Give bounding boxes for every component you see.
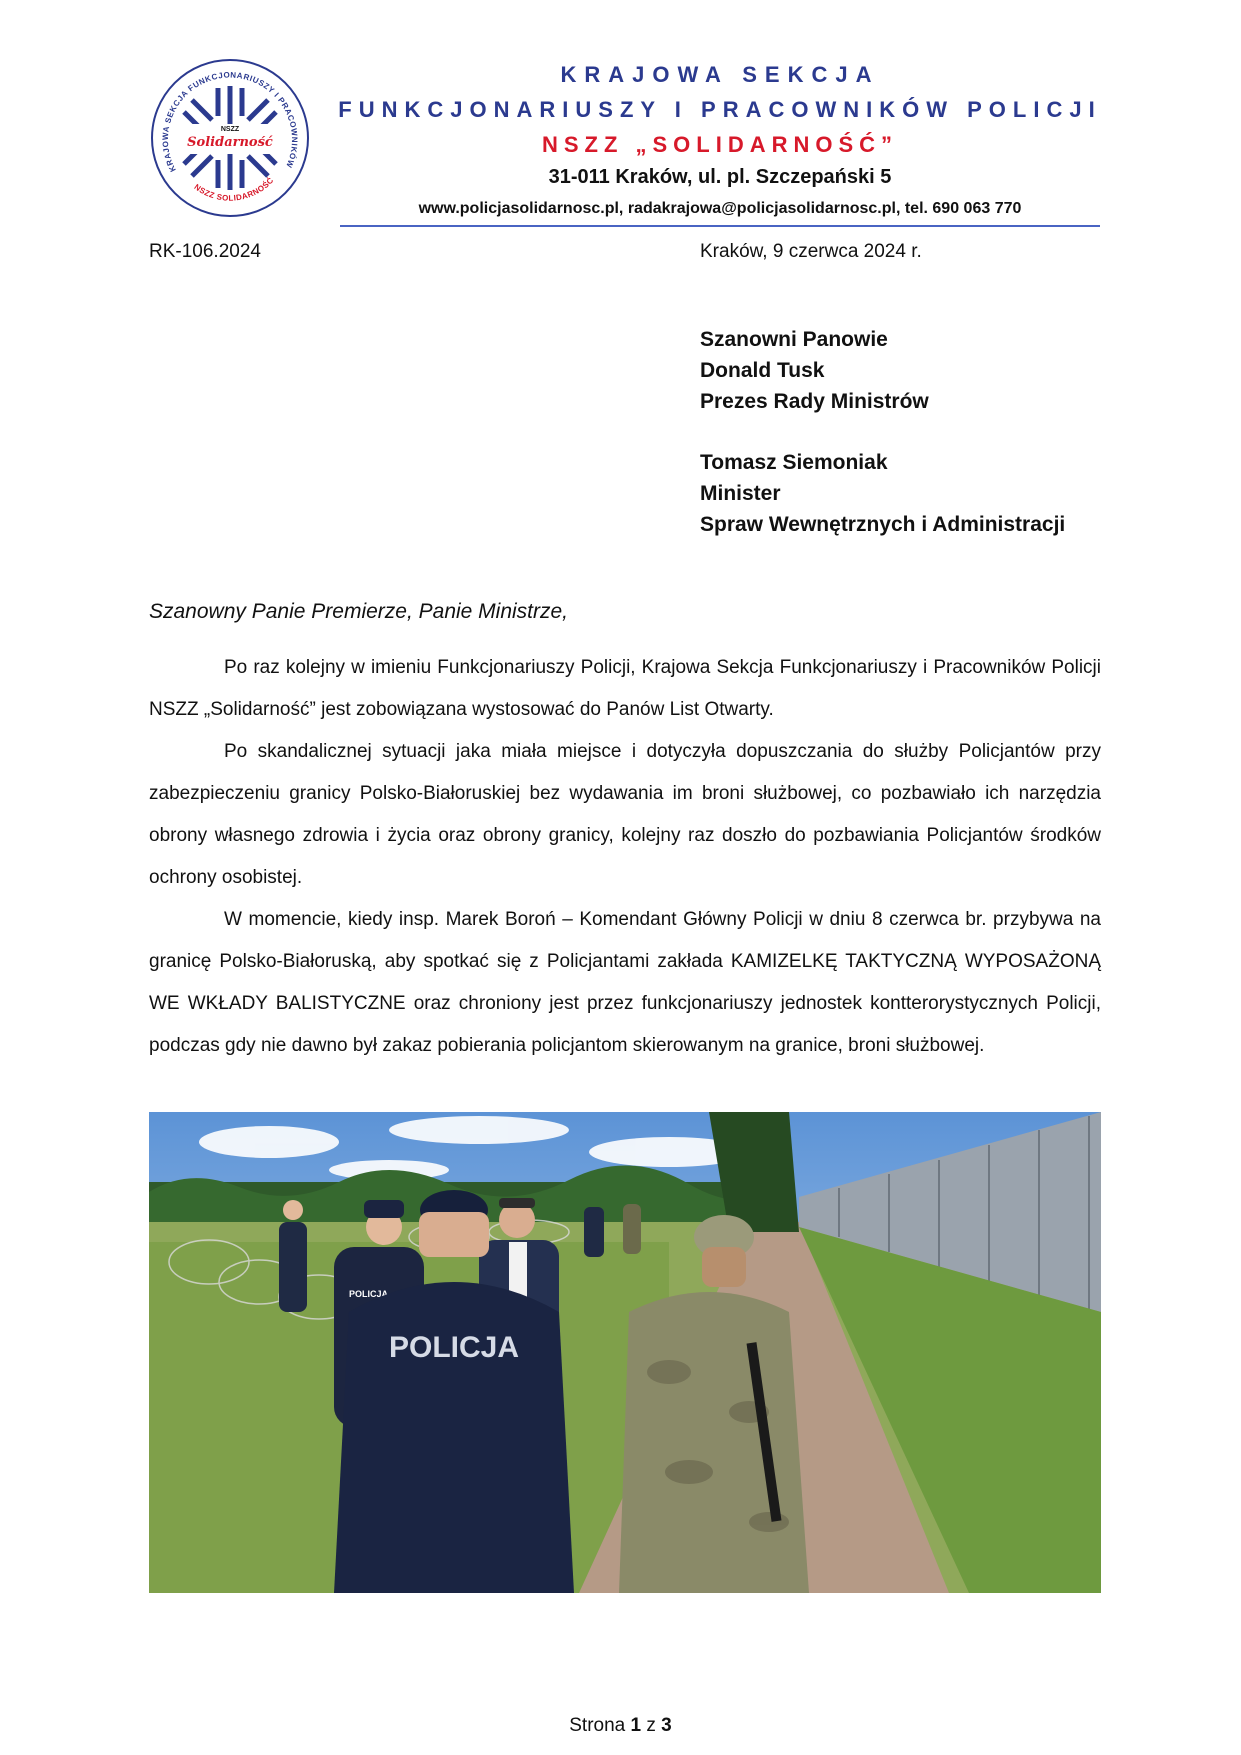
paragraph-1: Po raz kolejny w imieniu Funkcjonariuszy Policji, Krajowa Sekcja Funkcjonariuszy i Pracowników Policji NSZZ „Solidarność” jest zobowiązana wystosować do Panów List Otwarty. [149, 657, 1101, 720]
jacket-text: POLICJA [388, 1331, 520, 1364]
addressee-line: Minister [700, 482, 781, 505]
addressee-line: Donald Tusk [700, 359, 825, 382]
current-page: 1 [630, 1715, 642, 1736]
paragraph-3: W momencie, kiedy insp. Marek Boroń – Komendant Główny Policji w dniu 8 czerwca br. przybywa na granicę Polsko-Białoruską, aby spotkać się z Policjantami zakłada KAMIZELKĘ TAKTYCZNĄ WYPOSAŻONĄ WE WKŁADY BALISTYCZNE oraz chroniony jest przez funkcjonariuszy jednostek kontterorystycznych Policji, podczas gdy nie dawno był zakaz pobierania policjantom skierowanym na granice, broni służbowej. [149, 909, 1101, 1056]
place-date: Kraków, 9 czerwca 2024 r. [700, 241, 922, 262]
org-name-line3: NSZZ „SOLIDARNOŚĆ” [541, 132, 899, 157]
paragraph-2: Po skandalicznej sytuacji jaka miała miejsce i dotyczyła dopuszczania do służby Policjantów przy zabezpieczeniu granicy Polsko-Białoruskiej bez wydawania im broni służbowej, co pozbawiało ich narzędzia obrony własnego zdrowia i życia oraz obrony granicy, kolejny raz doszło do pozbawiania Policjantów środków ochrony osobistej. [149, 741, 1101, 888]
addressee-line: Prezes Rady Ministrów [700, 390, 929, 413]
addressee-line: Spraw Wewnętrznych i Administracji [700, 513, 1066, 536]
header-divider [340, 225, 1100, 227]
officer-badge-text: POLICJA [349, 1289, 389, 1299]
salutation: Szanowny Panie Premierze, Panie Ministrze, [149, 600, 569, 623]
org-name-line1: KRAJOWA SEKCJA [560, 62, 880, 87]
addressee-block-1 [700, 324, 929, 417]
logo-center-text: Solidarność [187, 135, 273, 150]
addressee-line: Szanowni Panowie [700, 328, 888, 351]
org-address: 31-011 Kraków, ul. pl. Szczepański 5 [548, 166, 892, 188]
logo-ring-text: KRAJOWA SEKCJA FUNKCJONARIUSZY I PRACOWNIKÓW [160, 70, 300, 174]
logo-bottom-text: NSZZ SOLIDARNOŚĆ [192, 175, 276, 203]
logo-small-text: NSZZ [220, 126, 240, 133]
page-label: Strona [569, 1715, 626, 1736]
border-photo [149, 1112, 1101, 1593]
addressee-line: Tomasz Siemoniak [700, 451, 888, 474]
addressee-block-2 [700, 447, 1065, 540]
org-contact: www.policjasolidarnosc.pl, radakrajowa@policjasolidarnosc.pl, tel. 690 063 770 [418, 200, 1022, 217]
page-footer [0, 1715, 1241, 1737]
org-name-line2: FUNKCJONARIUSZY I PRACOWNIKÓW POLICJI [338, 97, 1102, 122]
organization-logo [150, 58, 310, 218]
document-reference: RK-106.2024 [149, 241, 261, 262]
page-separator: z [646, 1715, 656, 1736]
total-pages: 3 [661, 1715, 672, 1736]
